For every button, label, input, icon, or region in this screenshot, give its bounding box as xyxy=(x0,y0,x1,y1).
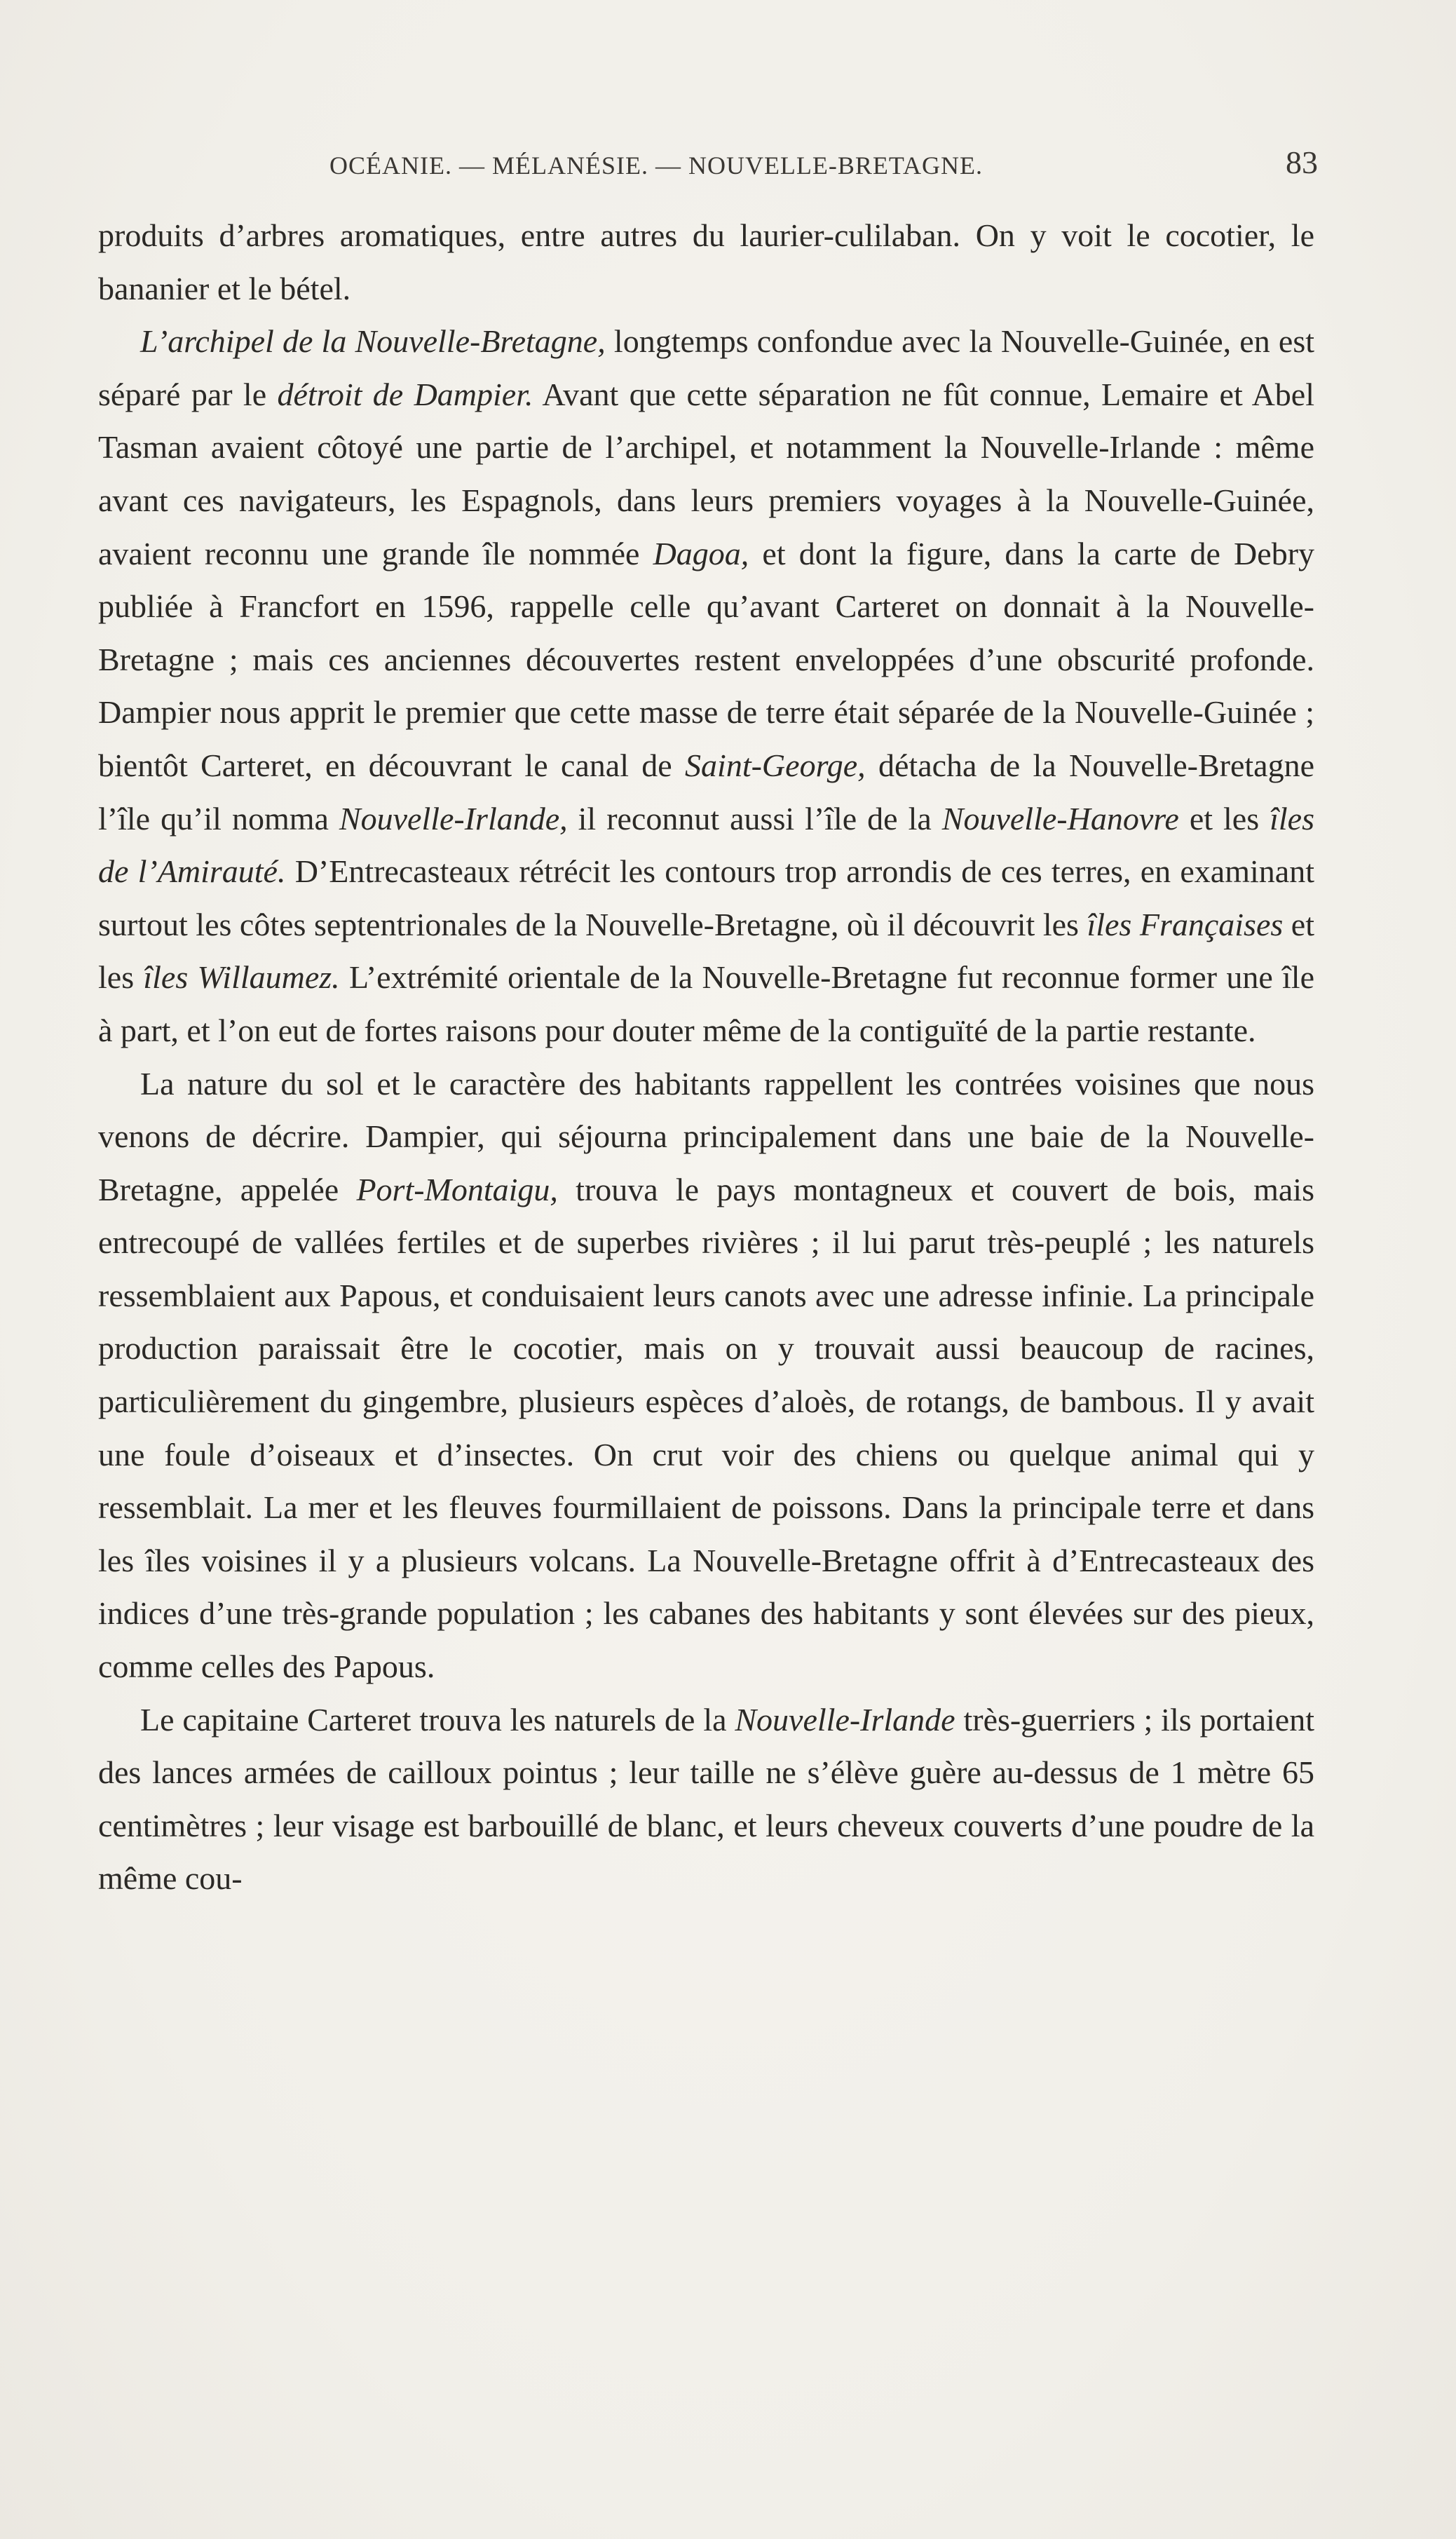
italic-segment: îles de l’Amirauté. xyxy=(98,800,1315,890)
paragraph-3 xyxy=(98,1057,1314,1693)
italic-segment: Port-Montaigu, xyxy=(356,1171,558,1207)
paragraph-1 xyxy=(98,209,1314,315)
italic-segment: Nouvelle-Irlande, xyxy=(339,800,568,837)
italic-segment: Nouvelle-Irlande xyxy=(735,1701,955,1738)
text-segment: et les xyxy=(98,906,1314,996)
text-segment: et dont la figure, dans la carte de Debry publiée à Francfort en 1596, rappelle celle qu’avant Carteret on donnait à la Nouvelle-Bretagne ; mais ces anciennes découvertes restent enveloppées d’une obscurité profonde. Dampier nous apprit le premier que cette masse de terre était séparée de la Nouvelle-Guinée ; bientôt Carteret, en découvrant le canal de xyxy=(98,535,1315,783)
text-segment: trouva le pays montagneux et couvert de bois, mais entrecoupé de vallées fertiles et de superbes rivières ; il lui parut très-peuplé ; les naturels ressemblaient aux Papous, et conduisaient leurs canots avec une adresse infinie. La principale production paraissait être le cocotier, mais on y trouvait aussi beaucoup de racines, particulièrement du gingembre, plusieurs espèces d’aloès, de rotangs, de bambous. Il y avait une foule d’oiseaux et d’insectes. On crut voir des chiens ou quelque animal qui y ressemblait. La mer et les fleuves fourmillaient de poissons. Dans la principale terre et dans les îles voisines il y a plusieurs volcans. La Nouvelle-Bretagne offrit à d’Entrecasteaux des indices d’une très-grande population ; les cabanes des habitants y sont élevées sur des pieux, comme celles des Papous. xyxy=(98,1171,1314,1685)
text-segment: L’extrémité orientale de la Nouvelle-Bretagne fut reconnue former une île à part, et l’on eut de fortes raisons pour douter même de la contiguïté de la partie restante. xyxy=(98,959,1314,1048)
paragraph-4 xyxy=(98,1693,1314,1905)
text-segment: Le capitaine Carteret trouva les naturels de la xyxy=(140,1701,735,1738)
paragraph-2 xyxy=(98,315,1314,1057)
page-header xyxy=(98,144,1318,186)
text-segment: D’Entrecasteaux rétrécit les contours trop arrondis de ces terres, en examinant surtout les côtes septentrionales de la Nouvelle-Bretagne, où il découvrit les xyxy=(98,853,1314,942)
text-segment: il reconnut aussi l’île de la xyxy=(567,800,942,837)
italic-segment: L’archipel de la Nouvelle-Bretagne, xyxy=(140,323,606,360)
italic-segment: Saint-George, xyxy=(685,747,866,783)
page-number: 83 xyxy=(1286,144,1318,180)
text-segment: Avant que cette séparation ne fût connue, Lemaire et Abel Tasman avaient côtoyé une partie de l’archipel, et notamment la Nouvelle-Irlande : même avant ces navigateurs, les Espagnols, dans leurs premiers voyages à la Nouvelle-Guinée, avaient reconnu une grande île nommée xyxy=(98,376,1314,571)
text-segment: longtemps confondue avec la Nouvelle-Guinée, en est séparé par le xyxy=(98,323,1315,412)
text-segment: produits d’arbres aromatiques, entre autres du laurier-culilaban. On y voit le cocotier, le bananier et le bétel. xyxy=(98,217,1314,306)
italic-segment: îles Willaumez. xyxy=(143,959,340,996)
body-text xyxy=(98,209,1314,1905)
text-segment: La nature du sol et le caractère des habitants rappellent les contrées voisines que nous venons de décrire. Dampier, qui séjourna principalement dans une baie de la Nouvelle-Bretagne, appelée xyxy=(98,1065,1314,1207)
text-segment: et les xyxy=(1178,800,1270,837)
running-head: OCÉANIE. — MÉLANÉSIE. — NOUVELLE-BRETAGNE. xyxy=(329,151,983,180)
italic-segment: Nouvelle-Hanovre xyxy=(941,800,1179,837)
italic-segment: îles Françaises xyxy=(1087,906,1284,942)
text-segment: très-guerriers ; ils portaient des lances armées de cailloux pointus ; leur taille ne s’élève guère au-dessus de 1 mètre 65 centimètres ; leur visage est barbouillé de blanc, et leurs cheveux couverts d’une poudre de la même cou- xyxy=(98,1701,1314,1897)
text-segment: détacha de la Nouvelle-Bretagne l’île qu’il nomma xyxy=(98,747,1314,837)
italic-segment: Dagoa, xyxy=(653,535,749,571)
italic-segment: détroit de Dampier. xyxy=(277,376,533,412)
